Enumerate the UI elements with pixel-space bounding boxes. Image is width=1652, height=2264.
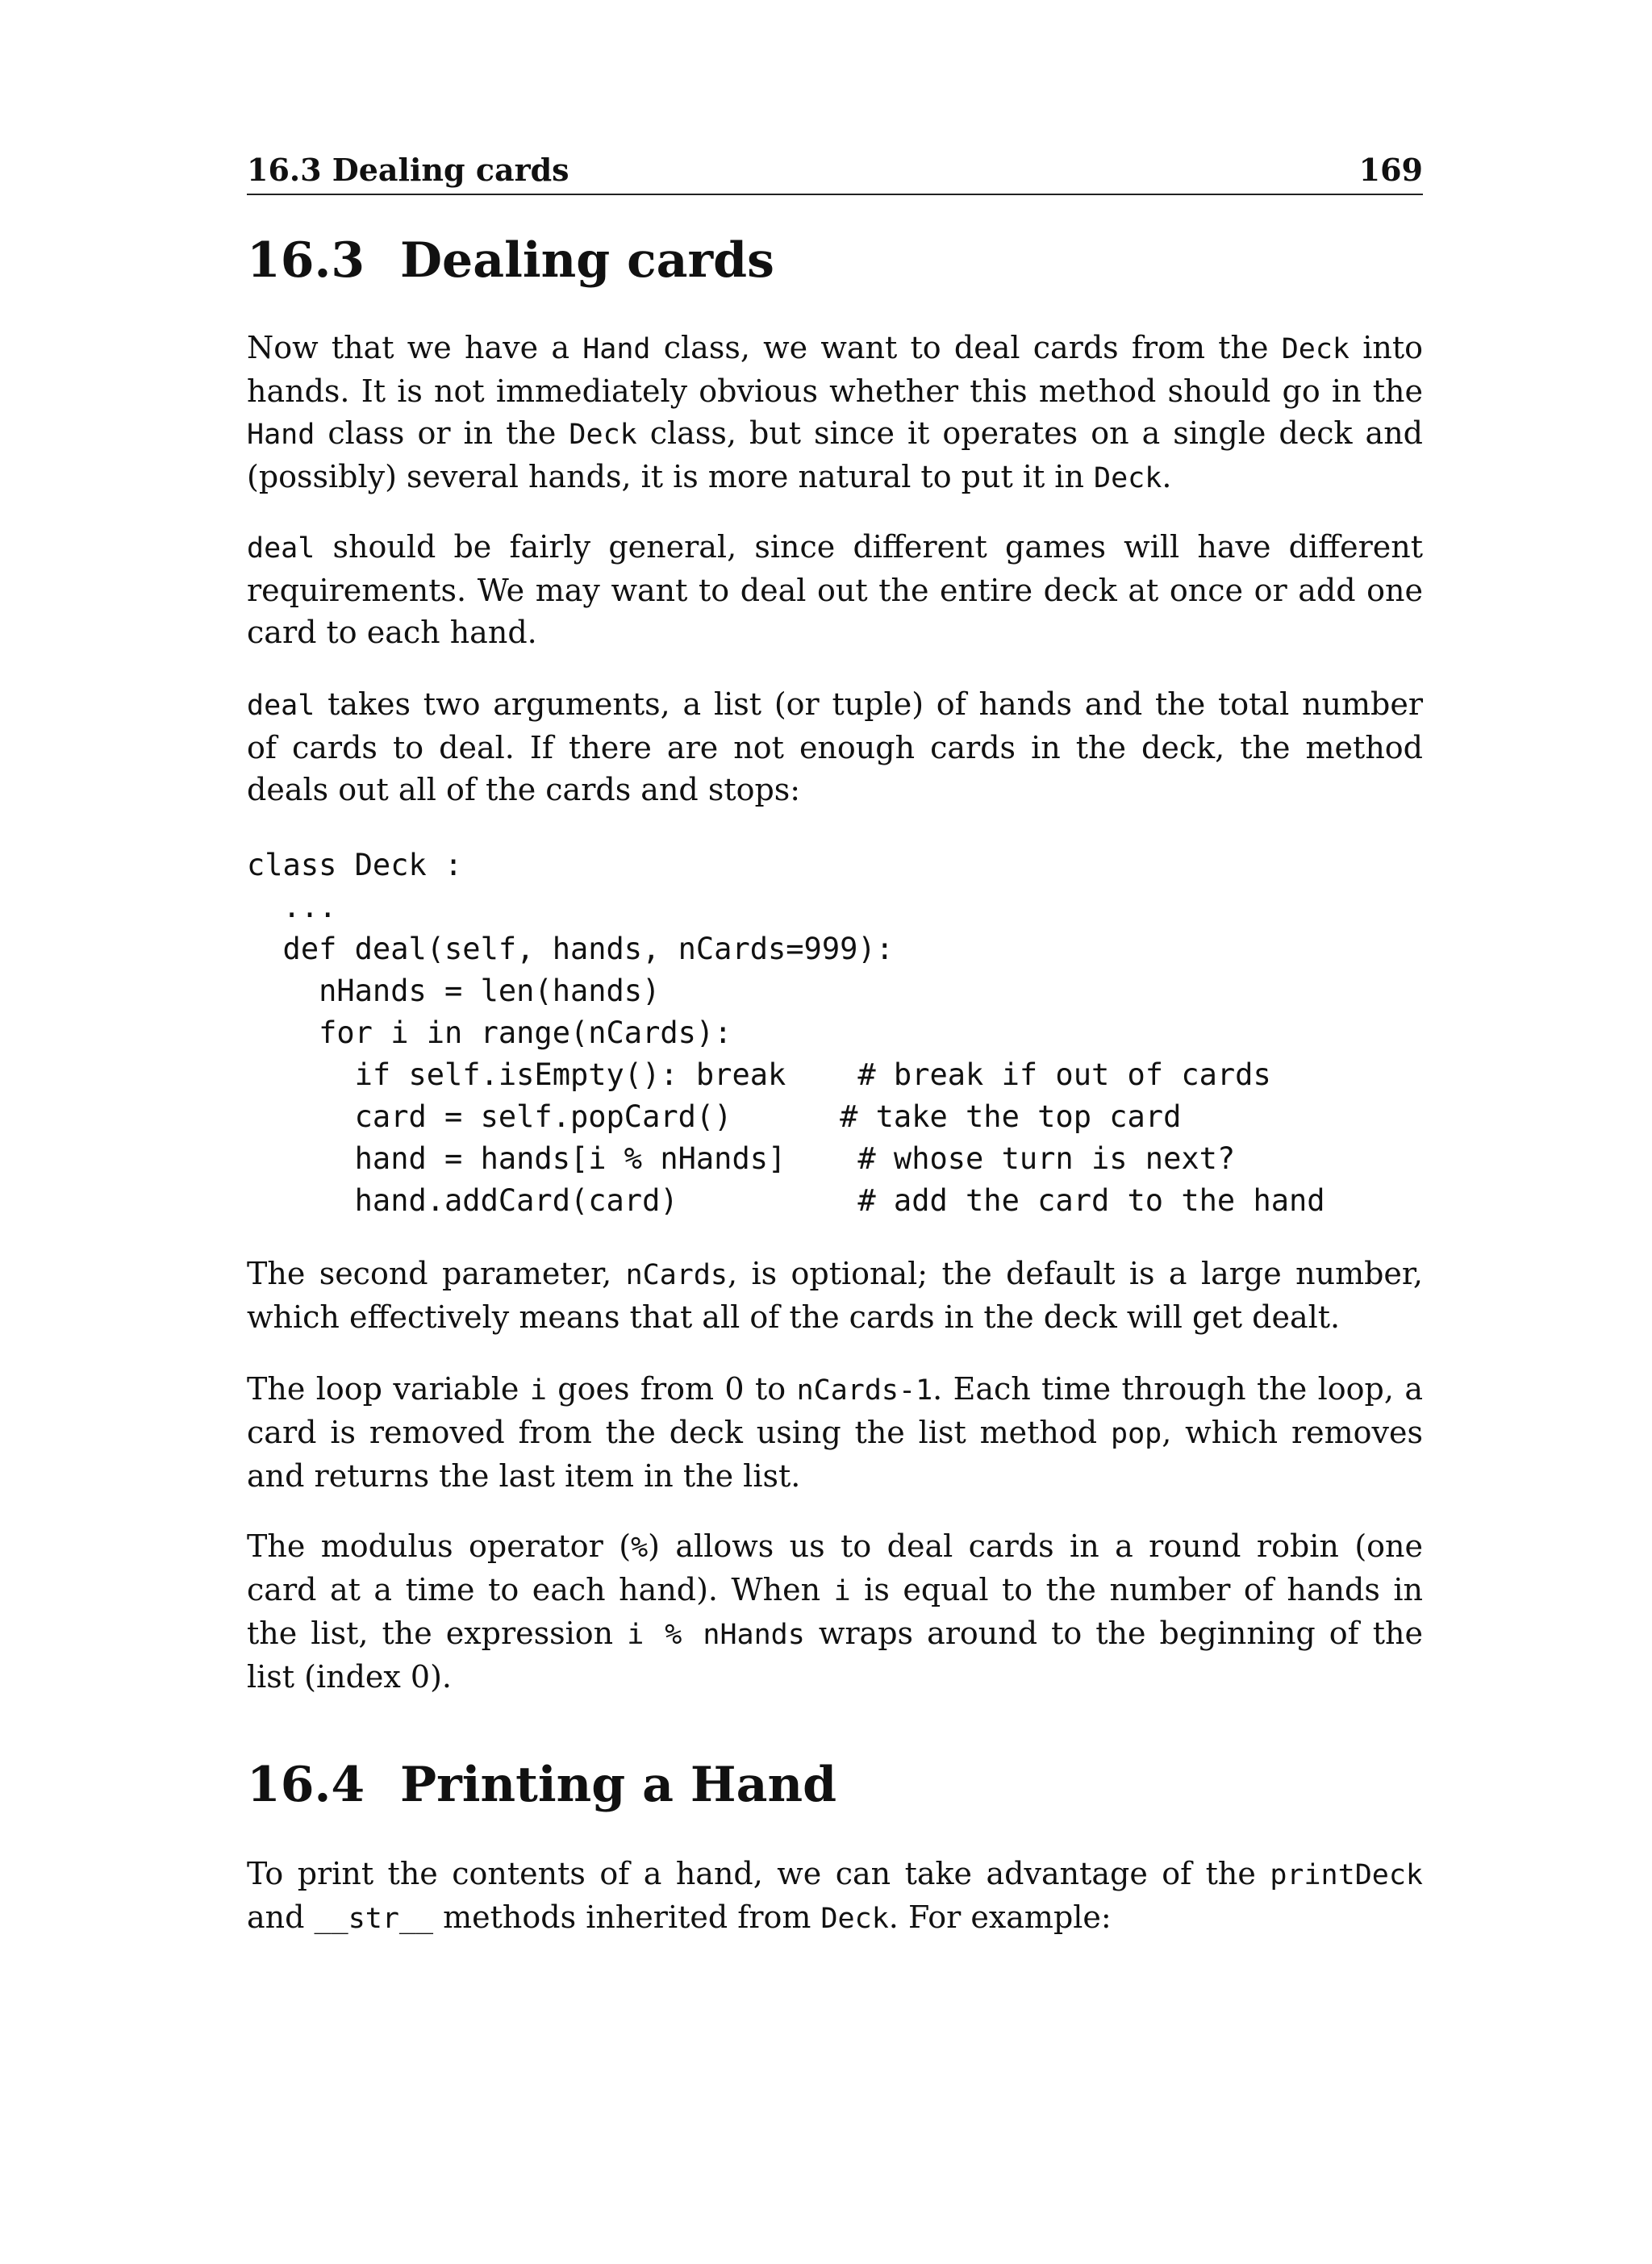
inline-code: deal [247, 532, 315, 565]
paragraph-printing-hand: To print the contents of a hand, we can take advantage of the printDeck and __str__ methods inherited from Deck. For example: [247, 1856, 1423, 1935]
paragraph-deal-general: deal should be fairly general, since different games will have different requirements. We may want to deal out the entire deck at once or add one card to each hand. [247, 529, 1423, 650]
paragraph-modulus: The modulus operator (%) allows us to deal cards in a round robin (one card at a time to each hand). When i is equal to the number of hands in the list, the expression i % nHands wraps around to the beginning of the list (index 0). [247, 1528, 1423, 1695]
inline-code: Deck [1094, 462, 1162, 494]
paragraph-intro: Now that we have a Hand class, we want to deal cards from the Deck into hands. It is not immediately obvious whether this method should go in the Hand class or in the Deck class, but since it operates on a single deck and (possibly) several hands, it is more natural to put it in Deck. [247, 330, 1423, 494]
inline-code: Deck [1281, 333, 1350, 365]
section-number: 16.4 [247, 1757, 365, 1813]
inline-code: __str__ [314, 1903, 434, 1935]
page-number: 169 [1358, 152, 1423, 188]
section-heading-16-4 [247, 1753, 1423, 1817]
inline-code: i % nHands [627, 1619, 805, 1651]
running-header-title: 16.3 Dealing cards [247, 152, 569, 188]
section-heading-16-3 [247, 228, 1423, 293]
running-header [247, 150, 1423, 195]
section-title: Printing a Hand [400, 1757, 837, 1813]
inline-code: printDeck [1270, 1859, 1423, 1891]
section-number: 16.3 [247, 232, 365, 289]
inline-code: deal [247, 690, 315, 722]
inline-code: Hand [582, 333, 651, 365]
inline-code: % [631, 1532, 649, 1564]
inline-code: nCards-1 [796, 1374, 933, 1407]
inline-code: Deck [820, 1903, 889, 1935]
code-block-deal: class Deck : ... def deal(self, hands, nCards=999): nHands = len(hands) for i in range(nCards): if self.isEmpty(): break # break if out of cards card = self.popCard() # take the top card hand = hands[i % nHands] # whose turn is next? hand.addCard(card) # add the card to the hand [247, 848, 1325, 1218]
inline-code: Deck [569, 419, 637, 451]
inline-code: i [833, 1575, 851, 1607]
paragraph-ncards: The second parameter, nCards, is optional; the default is a large number, which effectively means that all of the cards in the deck will get dealt. [247, 1256, 1423, 1335]
paragraph-deal-arguments: deal takes two arguments, a list (or tuple) of hands and the total number of cards to deal. If there are not enough cards in the deck, the method deals out all of the cards and stops: [247, 686, 1423, 807]
paragraph-loop-variable: The loop variable i goes from 0 to nCards-1. Each time through the loop, a card is removed from the deck using the list method pop, which removes and returns the last item in the list. [247, 1371, 1424, 1494]
section-title: Dealing cards [400, 232, 774, 289]
inline-code: Hand [247, 419, 315, 451]
inline-code: pop [1111, 1418, 1162, 1450]
inline-code: i [529, 1374, 547, 1407]
inline-code: nCards [625, 1259, 728, 1291]
